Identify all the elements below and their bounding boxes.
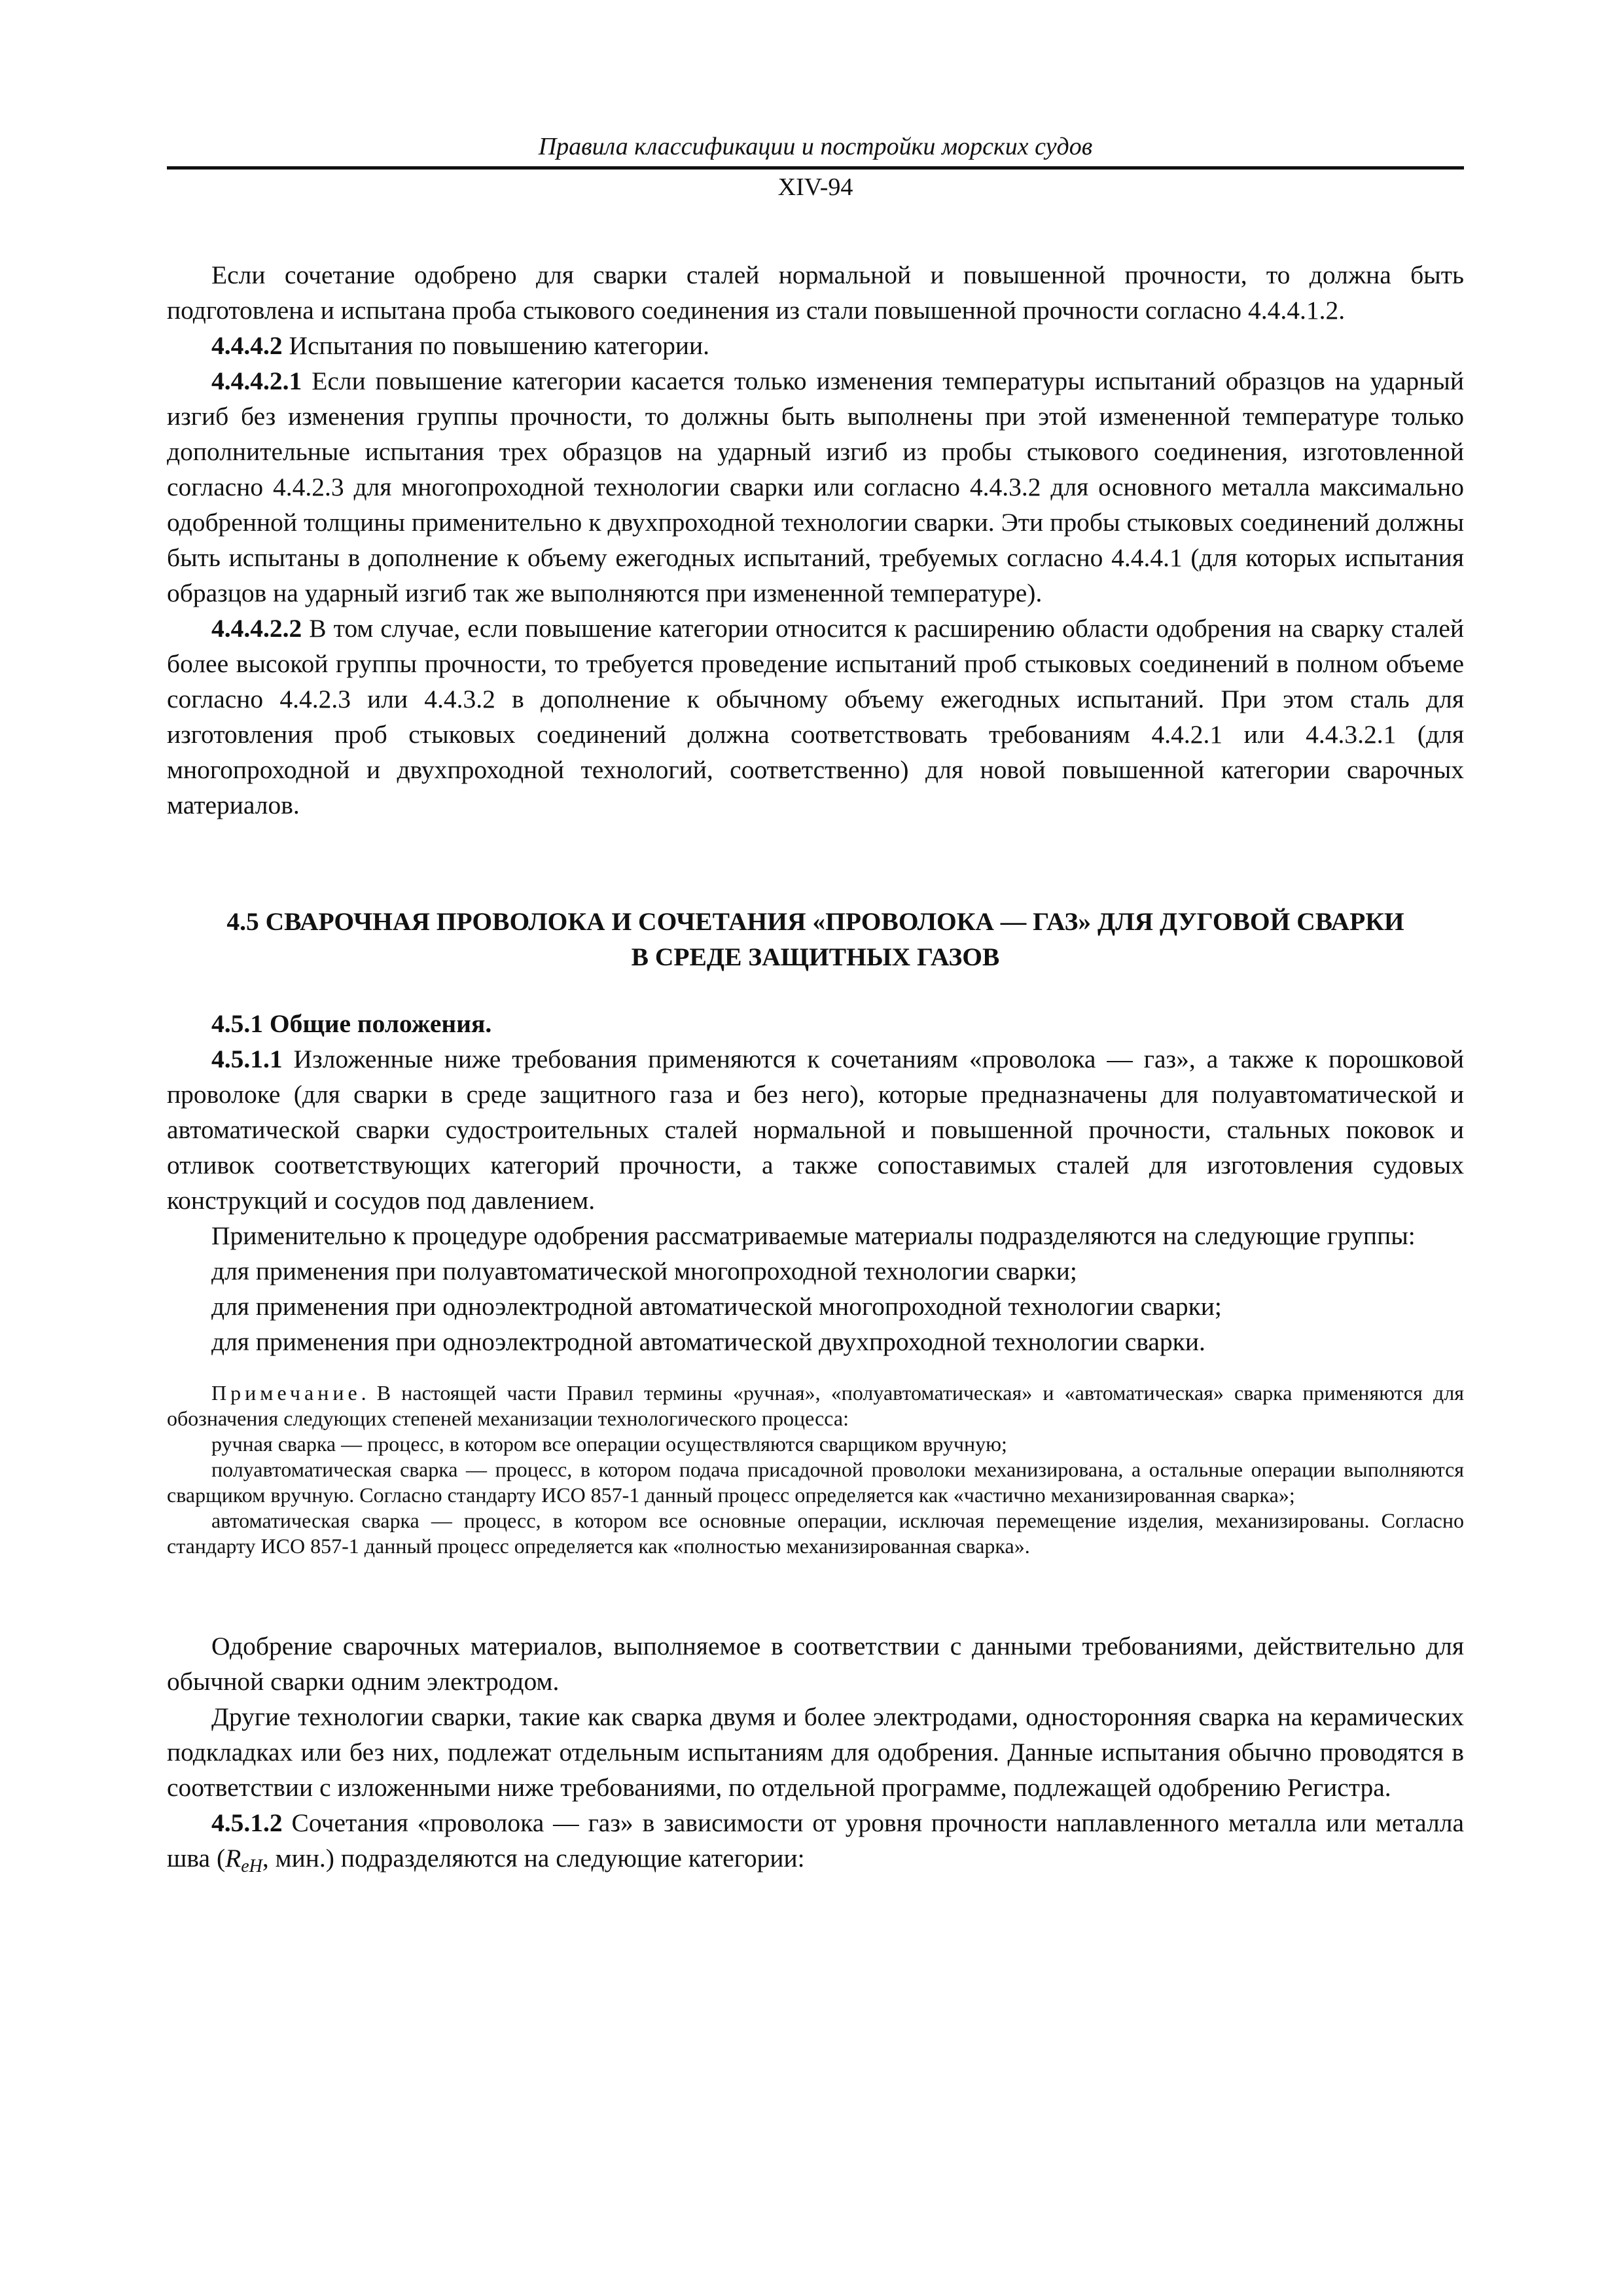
section-heading-line: В СРЕДЕ ЗАЩИТНЫХ ГАЗОВ — [631, 942, 1000, 971]
paragraph: Применительно к процедуре одобрения рассматриваемые материалы подразделяются на следующие группы: — [211, 1221, 1416, 1250]
paragraph-text: Если сочетание одобрено для сварки сталей нормальной и повышенной прочности, то должна быть подготовлена и испытана проба стыкового соединения из стали повышенной прочности согласно 4.4.4.1.2. — [167, 260, 1464, 325]
clause-number: 4.5.1.1 — [211, 1045, 283, 1073]
paragraph — [167, 257, 1464, 328]
paragraph-text: Сочетания «проволока — газ» в зависимости от уровня прочности наплавленного металла или металла шва ( — [167, 1808, 1464, 1873]
section-heading-line: 4.5 СВАРОЧНАЯ ПРОВОЛОКА И СОЧЕТАНИЯ «ПРОВОЛОКА — ГАЗ» ДЛЯ ДУГОВОЙ СВАРКИ — [226, 907, 1404, 936]
page-number: XIV-94 — [777, 173, 853, 201]
list-item: для применения при одноэлектродной автоматической многопроходной технологии сварки; — [211, 1292, 1222, 1321]
paragraph-text: Испытания по повышению категории. — [282, 331, 710, 360]
note-item: полуавтоматическая сварка — процесс, в котором подача присадочной проволоки механизирована, а остальные операции выполняются сварщиком вручную. Согласно стандарту ИСО 857-1 данный процесс определяется как «частично механизированная сварка»; — [167, 1458, 1464, 1507]
note-text: . В настоящей части Правил термины «ручная», «полуавтоматическая» и «автоматическая» сварка применяются для обозначения следующих степеней механизации технологического процесса: — [167, 1381, 1464, 1430]
paragraph-text: В том случае, если повышение категории относится к расширению области одобрения на сварку сталей более высокой группы прочности, то требуется проведение испытаний проб стыковых соединений в полном объеме согласно 4.4.2.3 или 4.4.3.2 в дополнение к обычному объему ежегодных испытаний. При этом сталь для изготовления проб стыковых соединений должна соответствовать требованиям 4.4.2.1 или 4.4.3.2.1 (для многопроходной и двухпроходной технологий, соответственно) для новой повышенной категории сварочных материалов. — [167, 614, 1464, 819]
yield-strength-subscript: eH — [241, 1856, 262, 1876]
paragraph: Другие технологии сварки, такие как сварка двумя и более электродами, односторонняя сварка на керамических подкладках или без них, подлежат отдельным испытаниям для одобрения. Данные испытания обычно проводятся в соответствии с изложенными ниже требованиями, по отдельной программе, подлежащей одобрению Регистра. — [167, 1702, 1464, 1802]
paragraph-text: Если повышение категории касается только изменения температуры испытаний образцов на ударный изгиб без изменения группы прочности, то должны быть выполнены при этой измененной температуре только дополнительные испытания трех образцов на ударный изгиб из пробы стыкового соединения, изготовленной согласно 4.4.2.3 для многопроходной технологии сварки или согласно 4.4.3.2 для основного металла максимально одобренной толщины применительно к двухпроходной технологии сварки. Эти пробы стыковых соединений должны быть испытаны в дополнение к объему ежегодных испытаний, требуемых согласно 4.4.4.1 (для которых испытания образцов на ударный изгиб так же выполняются при измененной температуре). — [167, 367, 1464, 607]
paragraph-4-4-4-2-2 — [167, 611, 1464, 823]
body-text-general — [167, 1006, 1464, 1359]
header-rule — [167, 166, 1464, 170]
note-block — [167, 1380, 1464, 1559]
paragraph-4-4-4-2 — [167, 328, 1464, 363]
paragraph-text: , мин.) подразделяются на следующие категории: — [262, 1844, 805, 1873]
clause-number: 4.5.1.2 — [211, 1808, 283, 1837]
list-item: для применения при полуавтоматической многопроходной технологии сварки; — [211, 1257, 1077, 1285]
paragraph-4-4-4-2-1 — [167, 363, 1464, 611]
list-item: для применения при одноэлектродной автоматической двухпроходной технологии сварки. — [211, 1327, 1205, 1356]
note-label: Примечание — [211, 1381, 361, 1405]
note-item: ручная сварка — процесс, в котором все операции осуществляются сварщиком вручную; — [211, 1432, 1007, 1456]
running-header: Правила классификации и постройки морских судов — [538, 133, 1093, 160]
note-intro — [167, 1380, 1464, 1431]
note-item: автоматическая сварка — процесс, в котором все основные операции, исключая перемещение изделия, механизированы. Согласно стандарту ИСО 857-1 данный процесс определяется как «полностью механизированная сварка». — [167, 1509, 1464, 1558]
paragraph-text: Изложенные ниже требования применяются к сочетаниям «проволока — газ», а также к порошковой проволоке (для сварки в среде защитного газа и без него), которые предназначены для полуавтоматической и автоматической сварки судостроительных сталей нормальной и повышенной прочности, стальных поковок и отливок соответствующих категорий прочности, а также сопоставимых сталей для изготовления судовых конструкций и сосудов под давлением. — [167, 1045, 1464, 1215]
yield-strength-symbol: R — [225, 1844, 241, 1873]
document-page — [167, 131, 1464, 1884]
paragraph-4-5-1-1 — [167, 1041, 1464, 1218]
clause-number: 4.4.4.2 — [211, 331, 283, 360]
paragraph: Одобрение сварочных материалов, выполняемое в соответствии с данными требованиями, действительно для обычной сварки одним электродом. — [167, 1632, 1464, 1696]
clause-number: 4.4.4.2.2 — [211, 614, 302, 643]
subsection-title: 4.5.1 Общие положения. — [211, 1009, 492, 1038]
paragraph-4-5-1-2 — [167, 1805, 1464, 1884]
body-text-bottom — [167, 1628, 1464, 1884]
body-text-top — [167, 257, 1464, 823]
clause-number: 4.4.4.2.1 — [211, 367, 302, 395]
section-heading-4-5 — [167, 904, 1464, 975]
